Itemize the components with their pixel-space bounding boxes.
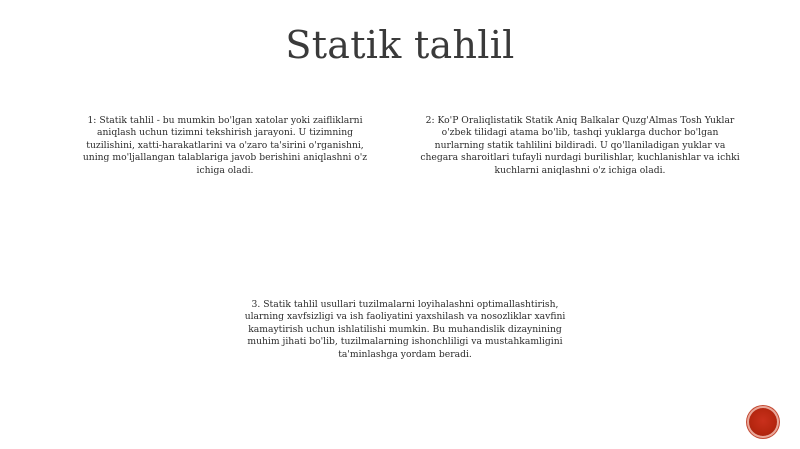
paragraph-3: 3. Statik tahlil usullari tuzilmalarni loyihalashni optimallashtirish, ularning xavfsizligi va ish faoliyatini yaxshilash va nosozliklar xavfini kamaytirish uchun ishlatilishi mumkin. Bu muhandislik dizaynining muhim jihati bo'lib, tuzilmalarning ishonchliligi va mustahkamligini ta'minlashga yordam beradi. bbox=[244, 299, 566, 360]
paragraph-1: 1: Statik tahlil - bu mumkin bo'lgan xatolar yoki zaifliklarni aniqlash uchun tizimni tekshirish jarayoni. U tizimning tuzilishini, xatti-harakatlarini va o'zaro ta'sirini o'rganishni, uning mo'ljallangan talablariga javob berishini aniqlashni o'z ichiga oladi. bbox=[82, 115, 368, 176]
paragraph-2: 2: Ko'P Oraliqlistatik Statik Aniq Balkalar Quzg'Almas Tosh Yuklar o'zbek tilidagi atama bo'lib, tashqi yuklarga duchor bo'lgan nurlarning statik tahlilini bildiradi. U qo'llaniladigan yuklar va chegara sharoitlari tufayli nurdagi burilishlar, kuchlanishlar va ichki kuchlarni aniqlashni o'z ichiga oladi. bbox=[420, 115, 740, 176]
slide-title: Statik tahlil bbox=[285, 23, 515, 67]
next-slide-circle-icon[interactable] bbox=[749, 408, 777, 436]
